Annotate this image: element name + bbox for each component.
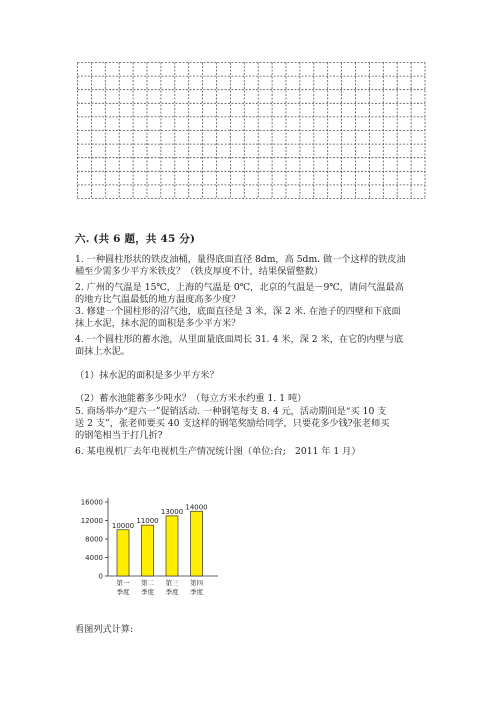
question-line: 2. 广州的气温是 15℃，上海的气温是 0℃，北京的气温是－9℃，请问气温最高 [75,282,404,293]
x-category-label: 第二 [141,579,154,587]
bar-value-label: 14000 [185,503,208,512]
question-line: 面抹上水泥。 [75,346,131,357]
question-line: 桶至少需多少平方米铁皮？（铁皮厚度不计，结果保留整数） [75,266,324,277]
writing-grid-lines [77,62,427,200]
bar [166,516,178,576]
bar-value-label: 10000 [111,521,135,530]
bar-chart-svg [70,490,230,602]
question-line: 6. 某电视机厂去年电视机生产情况统计图（单位:台; 2011 年 1 月） [75,446,361,457]
question-line: 5. 商场举办“迎六一”促销活动. 一种钢笔每支 8. 4 元，活动期间是“买 10 支 [75,406,387,417]
section-title: 六. (共 6 题，共 45 分) [75,233,196,245]
x-category-label: 季度 [165,588,179,596]
x-category-label: 季度 [141,588,154,596]
question-line: 的钢笔相当于打几折? [75,430,163,441]
x-category-label: 季度 [116,588,130,596]
question-line: 的地方比气温最低的地方温度高多少度？ [75,294,241,305]
x-category-label: 第三 [165,579,179,587]
y-tick-label: 12000 [80,517,103,525]
writing-grid [77,62,427,204]
question-line: 送 2 支”，张老师要买 40 支这样的钢笔奖励给同学，只要花多少钱?张老师买 [75,418,390,429]
bar [191,511,203,576]
bar-chart [70,490,230,606]
bar-value-label: 11000 [136,517,159,526]
x-category-label: 第四 [190,579,203,587]
question-line: （1）抹水泥的面积是多少平方米？ [75,370,219,381]
bar [117,530,129,576]
y-tick-label: 16000 [80,498,103,507]
bar-value-label: 13000 [160,507,184,516]
y-tick-label: 0 [98,572,103,581]
bar [142,525,154,576]
footer-instruction: 看图列式计算: [75,624,134,635]
question-line: 1. 一种圆柱形状的铁皮油桶，量得底面直径 8dm，高 5dm. 做一个这样的铁皮油 [75,254,406,265]
x-category-label: 第一 [116,579,130,587]
y-tick-label: 4000 [85,554,103,562]
x-category-label: 季度 [190,588,203,596]
question-line: 4. 一个圆柱形的蓄水池，从里面量底面周长 31. 4 米，深 2 米，在它的内壁与底 [75,334,404,345]
question-line: 抹上水泥，抹水泥的面积是多少平方米？ [75,318,241,329]
question-line: （2）蓄水池能蓄多少吨水？（每立方米水约重 1. 1 吨） [75,393,307,404]
y-tick-label: 8000 [85,535,103,544]
question-line: 3. 修建一个圆柱形的沼气池，底面直径是 3 米，深 2 米. 在池子的四壁和下底面 [75,306,401,317]
